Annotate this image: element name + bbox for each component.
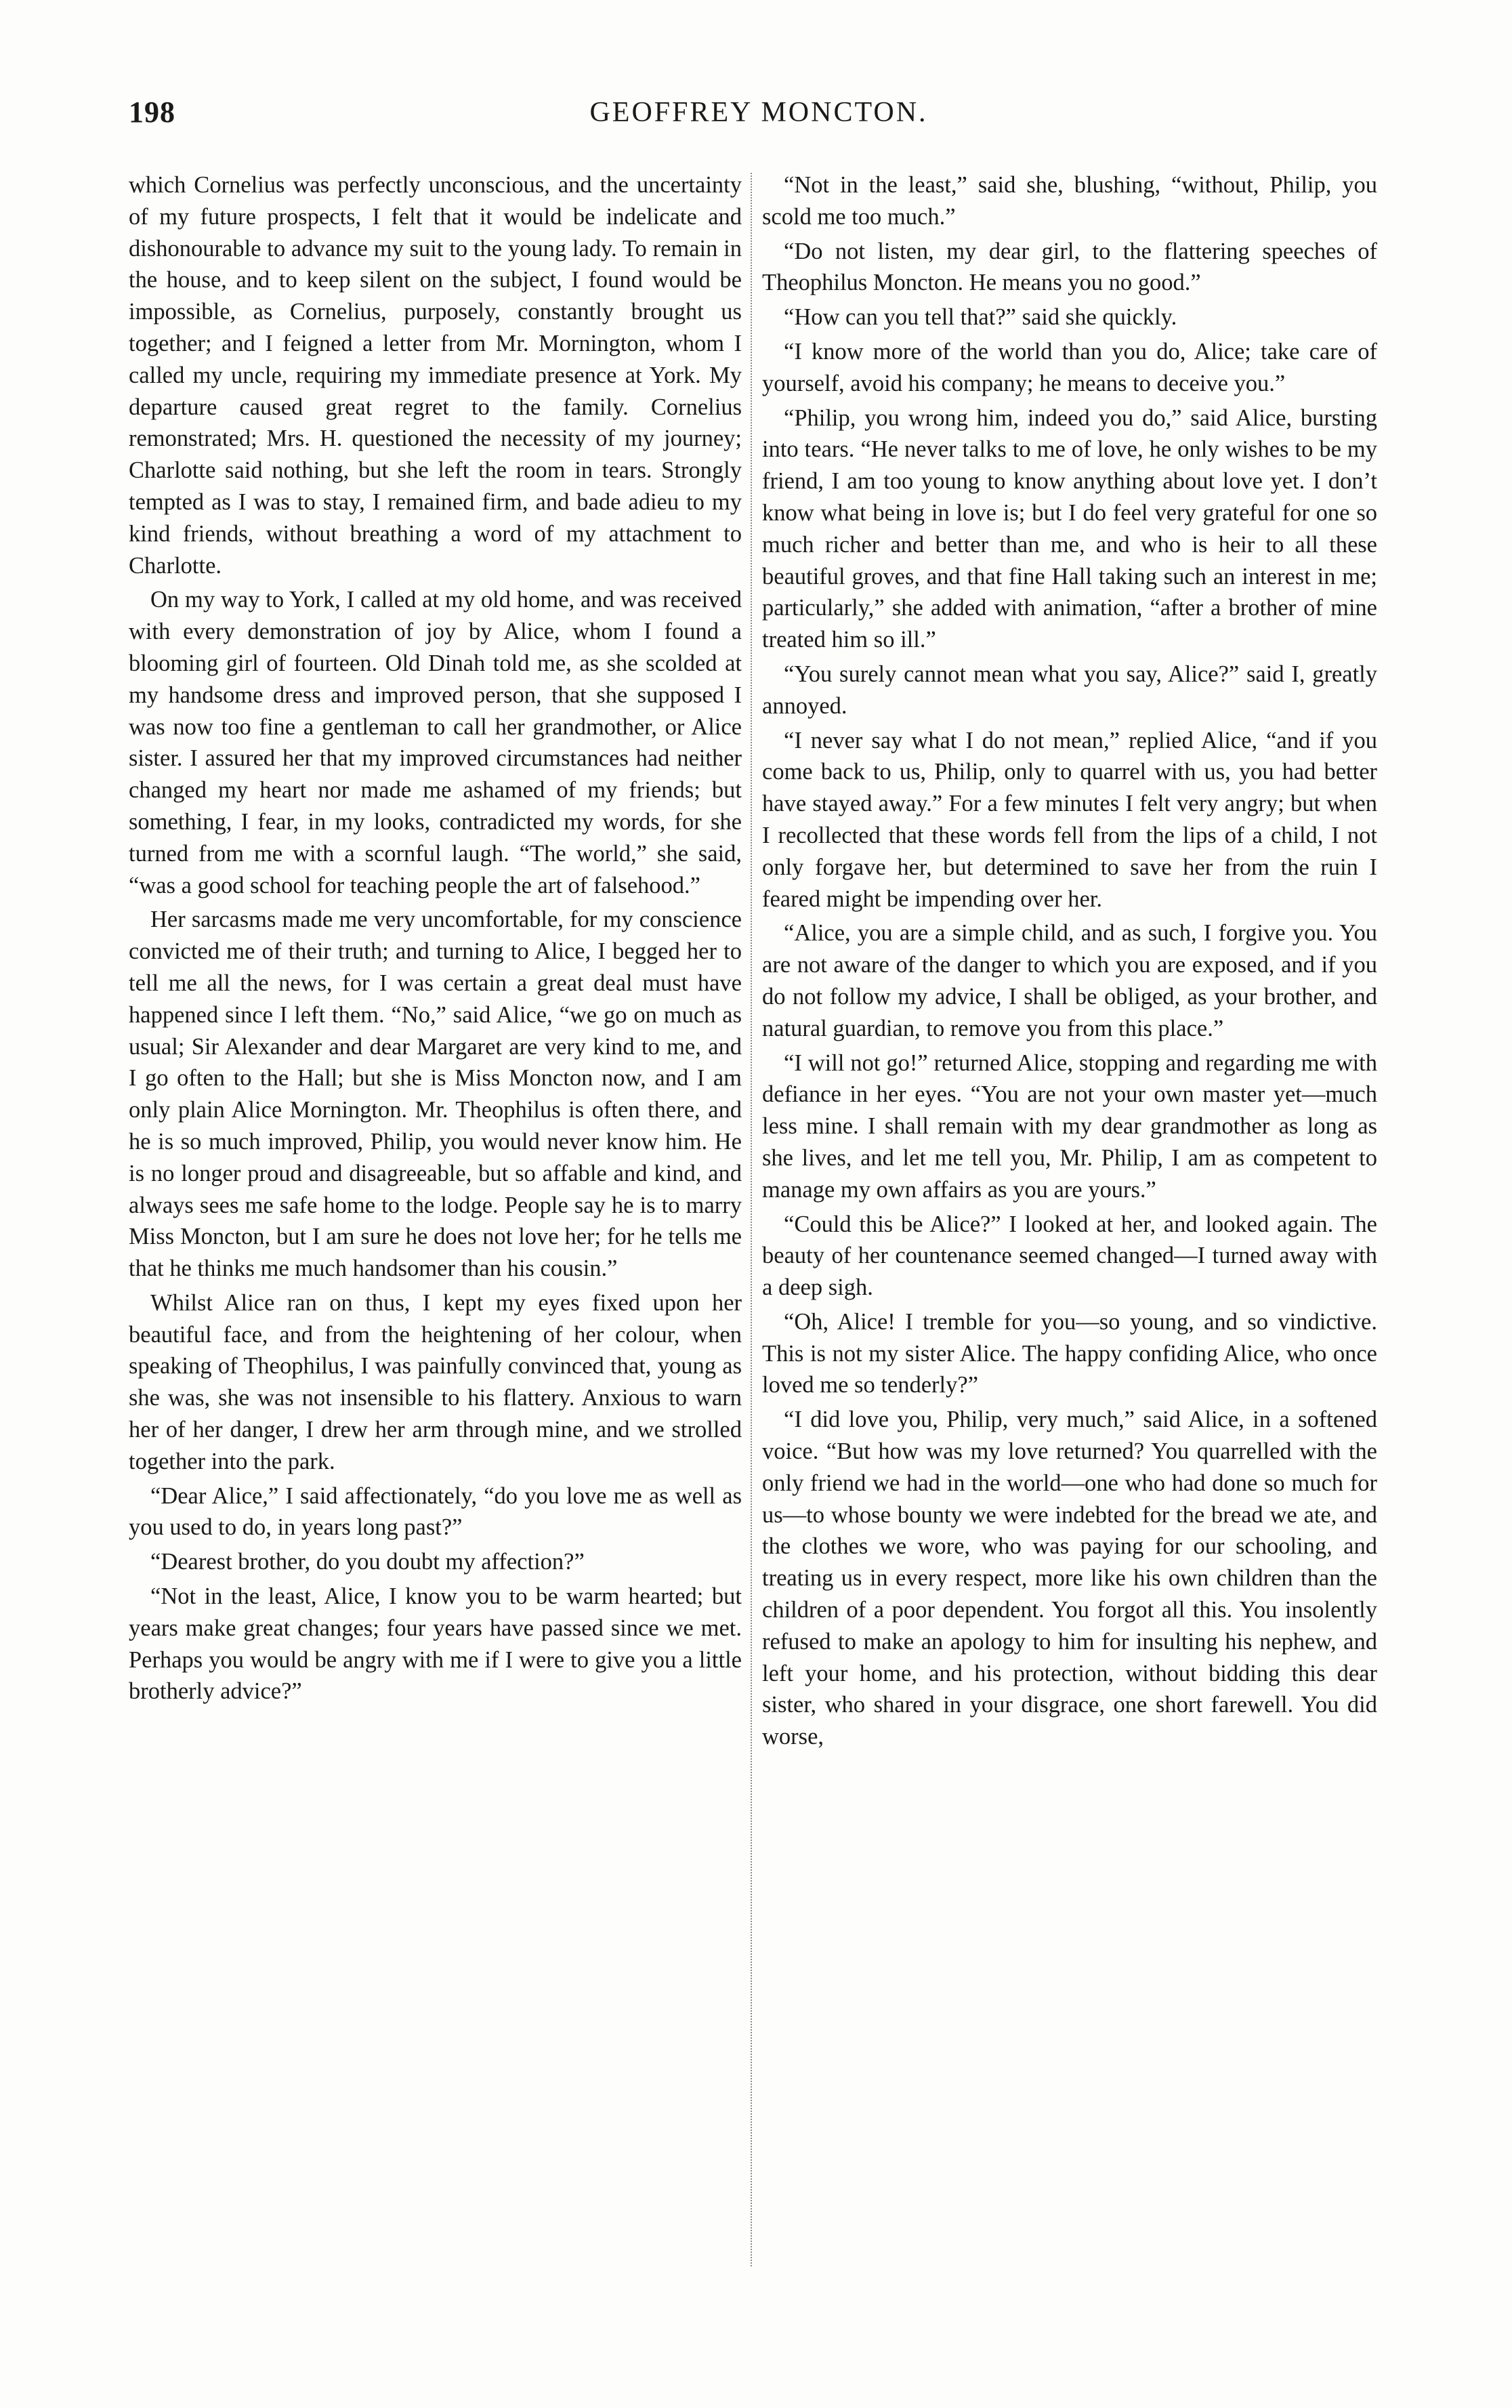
paragraph: “Dear Alice,” I said affectionately, “do you love me as well as you used to do, in years long past?” [129, 1482, 742, 1541]
paragraph: which Cornelius was perfectly unconscious, and the uncertainty of my future prospects, I felt that it would be indelicate and dishonourable to advance my suit to the young lady. To remain in the house, and to keep silent on the subject, I found would be impossible, as Cornelius, purposely, constantly brought us together; and I feigned a letter from Mr. Mornington, whom I called my uncle, requiring my immediate presence at York. My departure caused great regret to the family. Cornelius remonstrated; Mrs. H. questioned the necessity of my journey; Charlotte said nothing, but she left the room in tears. Strongly tempted as I was to stay, I remained firm, and bade adieu to my kind friends, without breathing a word of my attachment to Charlotte. [129, 172, 742, 579]
paragraph: “Dearest brother, do you doubt my affection?” [150, 1549, 585, 1575]
column-divider [751, 173, 752, 2266]
paragraph: “Not in the least,” said she, blushing, “without, Philip, you scold me too much.” [762, 172, 1377, 230]
paragraph: Whilst Alice ran on thus, I kept my eyes fixed upon her beautiful face, and from the heightening of her colour, when speaking of Theophilus, I was painfully convinced that, young as she was, she was not insensible to his flattery. Anxious to warn her of her danger, I drew her arm through mine, and we strolled together into the park. [129, 1289, 742, 1474]
paragraph: “I know more of the world than you do, Alice; take care of yourself, avoid his company; he means to deceive you.” [762, 338, 1377, 396]
paragraph: “You surely cannot mean what you say, Alice?” said I, greatly annoyed. [762, 661, 1377, 719]
paragraph: “I did love you, Philip, very much,” said Alice, in a softened voice. “But how was my love returned? You quarrelled with the only friend we had in the world—one who had done so much for us—to whose bounty we were indebted for the bread we ate, and the clothes we wore, who was paying for our schooling, and treating us in every respect, more like his own children than the children of a poor dependent. You forgot all this. You insolently refused to make an apology to him for insulting his nephew, and left your home, and his protection, without bidding this dear sister, who shared in your disgrace, one short farewell. You did worse, [762, 1407, 1377, 1750]
paragraph: “Could this be Alice?” I looked at her, and looked again. The beauty of her countenance seemed changed—I turned away with a deep sigh. [762, 1211, 1377, 1301]
paragraph: On my way to York, I called at my old home, and was received with every demonstration of joy by Alice, whom I found a blooming girl of fourteen. Old Dinah told me, as she scolded at my handsome dress and improved person, that she supposed I was now too fine a gentleman to call her grandmother, or Alice sister. I assured her that my improved circumstances had neither changed my heart nor made me ashamed of my friends; but something, I fear, in my looks, contradicted my words, for she turned from me with a scornful laugh. “The world,” she said, “was a good school for teaching people the art of falsehood.” [129, 587, 742, 898]
running-title: GEOFFREY MONCTON. [589, 97, 928, 128]
right-column [762, 169, 1377, 1753]
left-column [129, 169, 742, 1707]
paragraph: “Do not listen, my dear girl, to the flattering speeches of Theophilus Moncton. He means you no good.” [762, 238, 1377, 296]
paragraph: Her sarcasms made me very uncomfortable, for my conscience convicted me of their truth; and turning to Alice, I begged her to tell me all the news, for I was certain a great deal must have happened since I left them. “No,” said Alice, “we go on much as usual; Sir Alexander and dear Margaret are very kind to me, and I go often to the Hall; but she is Miss Moncton now, and I am only plain Alice Mornington. Mr. Theophilus is often there, and he is so much improved, Philip, you would never know him. He is no longer proud and disagreeable, but so affable and kind, and always sees me safe home to the lodge. People say he is to marry Miss Moncton, but I am sure he does not love her; for he tells me that he thinks me much handsomer than his cousin.” [129, 907, 742, 1282]
paragraph: “Philip, you wrong him, indeed you do,” said Alice, bursting into tears. “He never talks to me of love, he only wishes to be my friend, I am too young to know anything about love yet. I don’t know what being in love is; but I do feel very grateful for one so much richer and better than me, and who is heir to all these beautiful groves, and that fine Hall taking such an interest in me; particularly,” she added with animation, “after a brother of mine treated him so ill.” [762, 404, 1377, 653]
paragraph: “How can you tell that?” said she quickly. [784, 304, 1177, 331]
paragraph: “Oh, Alice! I tremble for you—so young, and so vindictive. This is not my sister Alice. The happy confiding Alice, who once loved me so tenderly?” [762, 1308, 1377, 1398]
paragraph: “I will not go!” returned Alice, stopping and regarding me with defiance in her eyes. “You are not your own master yet—much less mine. I shall remain with my dear grandmother as long as she lives, and let me tell you, Mr. Philip, I am as competent to manage my own affairs as you are yours.” [762, 1050, 1377, 1203]
paragraph: “Alice, you are a simple child, and as such, I forgive you. You are not aware of the danger to which you are exposed, and if you do not follow my advice, I shall be obliged, as your brother, and natural guardian, to remove you from this place.” [762, 920, 1377, 1041]
running-head [129, 95, 1389, 149]
paragraph: “I never say what I do not mean,” replied Alice, “and if you come back to us, Philip, only to quarrel with us, you had better have stayed away.” For a few minutes I felt very angry; but when I recollected that these words fell from the lips of a child, I not only forgave her, but determined to save her from the ruin I feared might be impending over her. [762, 727, 1377, 912]
paragraph: “Not in the least, Alice, I know you to be warm hearted; but years make great changes; four years have passed since we met. Perhaps you would be angry with me if I were to give you a little brotherly advice?” [129, 1583, 742, 1705]
page-number: 198 [129, 96, 175, 129]
